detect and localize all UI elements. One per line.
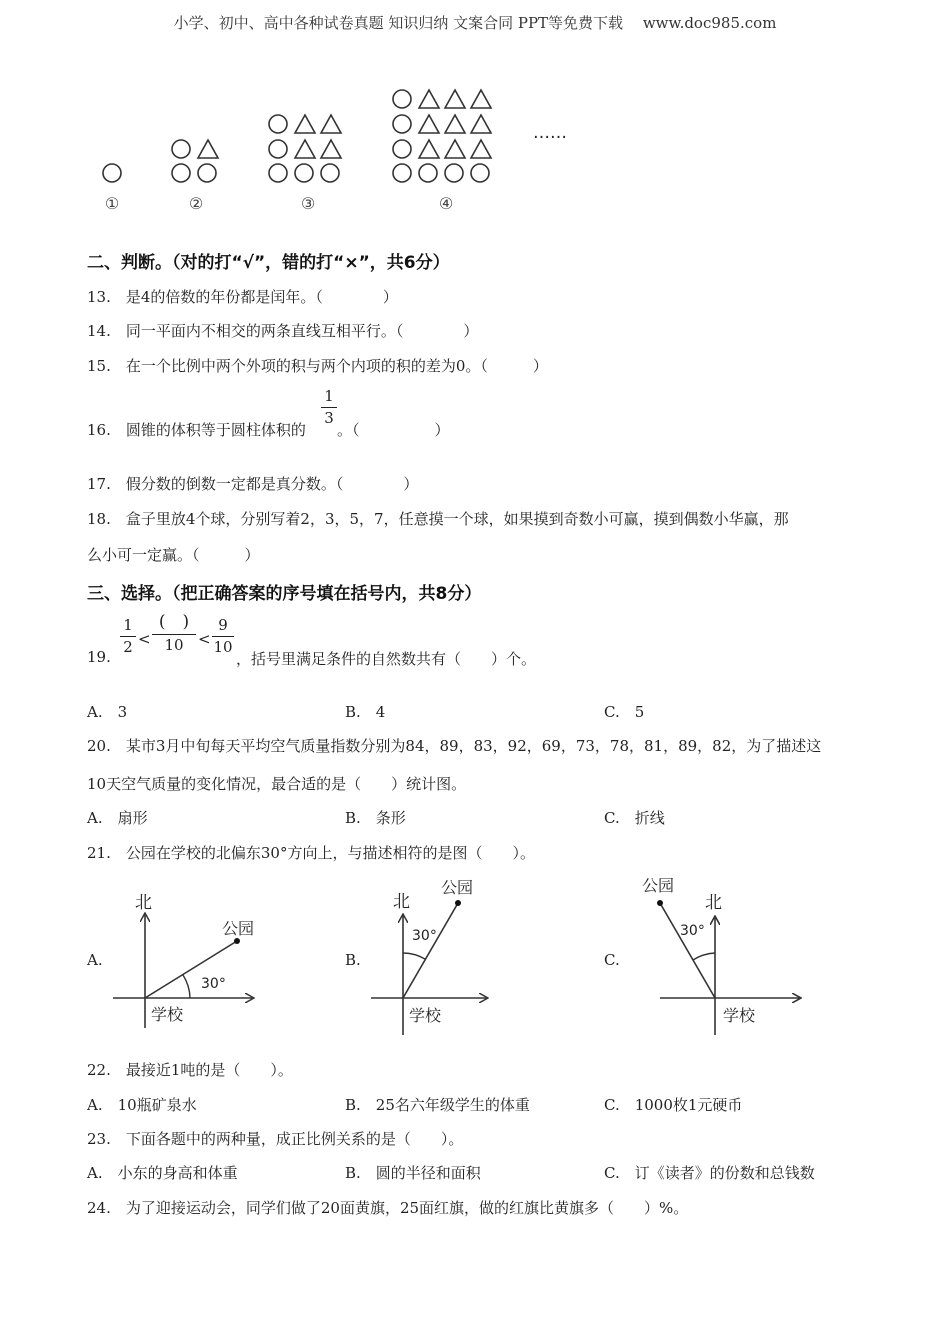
pattern-label-2: ② (188, 194, 204, 213)
park-point (455, 900, 461, 906)
question-22: 22. 最接近1吨的是（ ）。 (87, 1061, 293, 1079)
fraction-numerator: 1 (324, 387, 334, 405)
pattern-circle (393, 90, 411, 108)
north-label: 北 (393, 892, 410, 912)
section3-title: 三、选择。（把正确答案的序号填在括号内，共8分） (87, 584, 482, 604)
question-18-line2: 么小可一定赢。（ ） (87, 546, 260, 564)
question-17: 17. 假分数的倒数一定都是真分数。（ ） (87, 475, 419, 493)
fraction-denominator: 10 (213, 638, 233, 656)
pattern-triangle (295, 140, 315, 158)
pattern-circle (321, 164, 339, 182)
q19-option-c: C. 5 (604, 703, 645, 721)
q21-option-c-label: C. (604, 951, 620, 969)
pattern-circle (103, 164, 121, 182)
park-label: 公园 (441, 878, 474, 897)
q21-diagram-c (640, 872, 810, 1038)
park-label: 公园 (222, 919, 255, 938)
pattern-triangle (445, 115, 465, 133)
pattern-triangle (198, 140, 218, 158)
direction-line (403, 903, 458, 998)
question-23: 23. 下面各题中的两种量，成正比例关系的是（ ）。 (87, 1130, 464, 1148)
question-13: 13. 是4的倍数的年份都是闰年。（ ） (87, 288, 398, 306)
pattern-circle (393, 140, 411, 158)
pattern-triangle (419, 90, 439, 108)
pattern-circle (445, 164, 463, 182)
q19-fraction-3 (212, 618, 234, 655)
pattern-label-3: ③ (300, 194, 316, 213)
question-15: 15. 在一个比例中两个外项的积与两个内项的积的差为0。（ ） (87, 357, 548, 375)
q23-option-a: A. 小东的身高和体重 (87, 1164, 238, 1182)
pattern-triangle (471, 90, 491, 108)
q20-option-c: C. 折线 (604, 809, 665, 827)
pattern-triangle (471, 140, 491, 158)
page-header: 小学、初中、高中各种试卷真题 知识归纳 文案合同 PPT等免费下载 www.doc985.com (173, 14, 777, 32)
section2-title: 二、判断。（对的打“√”，错的打“×”，共6分） (87, 253, 450, 273)
question-14: 14. 同一平面内不相交的两条直线互相平行。（ ） (87, 322, 479, 340)
pattern-triangle (445, 140, 465, 158)
north-label: 北 (705, 893, 722, 913)
question-16-fraction (321, 389, 337, 426)
fraction-numerator: 1 (123, 616, 133, 634)
question-19-text: ，括号里满足条件的自然数共有（ ）个。 (236, 650, 537, 668)
q22-option-b: B. 25名六年级学生的体重 (345, 1096, 530, 1114)
q22-option-a: A. 10瓶矿泉水 (87, 1096, 197, 1114)
pattern-label-4: ④ (438, 194, 454, 213)
q21-option-a-label: A. (87, 951, 103, 969)
park-label: 公园 (642, 876, 675, 895)
q21-diagram-a (105, 888, 265, 1038)
angle-label: 30° (412, 928, 437, 944)
pattern-circle (269, 140, 287, 158)
less-than-sign: < (138, 630, 151, 648)
angle-arc (183, 975, 190, 998)
pattern-triangle (419, 140, 439, 158)
pattern-circle (295, 164, 313, 182)
fraction-bar (321, 407, 337, 408)
fraction-bar (152, 634, 196, 635)
question-19-number: 19. (87, 648, 111, 666)
park-point (234, 938, 240, 944)
question-16-tail: 。（ ） (337, 421, 450, 439)
q19-fraction-1 (120, 618, 136, 655)
pattern-circle (269, 164, 287, 182)
q22-option-c: C. 1000枚1元硬币 (604, 1096, 743, 1114)
pattern-circle (269, 115, 287, 133)
angle-label: 30° (680, 923, 705, 939)
pattern-circle (419, 164, 437, 182)
pattern-triangle (419, 115, 439, 133)
fraction-denominator: 3 (324, 409, 334, 427)
q23-option-c: C. 订《读者》的份数和总钱数 (604, 1164, 815, 1182)
pattern-circle (198, 164, 216, 182)
north-label: 北 (135, 893, 152, 913)
school-label: 学校 (151, 1005, 184, 1024)
fraction-denominator: 2 (123, 638, 133, 656)
school-label: 学校 (723, 1006, 756, 1025)
q19-fraction-2 (152, 614, 196, 653)
angle-arc (693, 953, 715, 960)
q21-diagram-b (365, 873, 495, 1038)
fraction-numerator: 9 (218, 616, 228, 634)
angle-label: 30° (201, 976, 226, 992)
less-than-sign: < (198, 630, 211, 648)
fraction-bar (120, 636, 136, 637)
q20-option-b: B. 条形 (345, 809, 406, 827)
q19-option-b: B. 4 (345, 703, 386, 721)
pattern-circle (172, 164, 190, 182)
question-20-line1: 20. 某市3月中旬每天平均空气质量指数分别为84，89，83，92，69，73，78，81，89，82，为了描述这 (87, 737, 822, 755)
pattern-triangle (321, 115, 341, 133)
q19-option-a: A. 3 (87, 703, 128, 721)
q23-option-b: B. 圆的半径和面积 (345, 1164, 481, 1182)
question-24: 24. 为了迎接运动会，同学们做了20面黄旗，25面红旗，做的红旗比黄旗多（ ）%。 (87, 1199, 689, 1217)
shape-pattern-figure (90, 82, 610, 217)
direction-line (660, 903, 715, 998)
pattern-ellipsis: …… (533, 123, 567, 143)
pattern-circle (471, 164, 489, 182)
pattern-circle (393, 164, 411, 182)
question-20-line2: 10天空气质量的变化情况，最合适的是（ ）统计图。 (87, 775, 467, 793)
question-21: 21. 公园在学校的北偏东30°方向上，与描述相符的是图（ ）。 (87, 844, 535, 862)
pattern-triangle (471, 115, 491, 133)
pattern-circle (172, 140, 190, 158)
q20-option-a: A. 扇形 (87, 809, 148, 827)
school-label: 学校 (409, 1006, 442, 1025)
pattern-triangle (445, 90, 465, 108)
question-16-text: 16. 圆锥的体积等于圆柱体积的 (87, 421, 306, 439)
angle-arc (403, 953, 425, 959)
pattern-triangle (321, 140, 341, 158)
pattern-circle (393, 115, 411, 133)
pattern-label-1: ① (104, 194, 120, 213)
question-18-line1: 18. 盒子里放4个球，分别写着2，3，5，7，任意摸一个球，如果摸到奇数小可赢，摸到偶数小华赢，那 (87, 510, 789, 528)
fraction-bar (212, 636, 234, 637)
park-point (657, 900, 663, 906)
pattern-triangle (295, 115, 315, 133)
fraction-denominator: 10 (164, 636, 184, 654)
q21-option-b-label: B. (345, 951, 361, 969)
fraction-numerator: ( ) (158, 612, 190, 632)
